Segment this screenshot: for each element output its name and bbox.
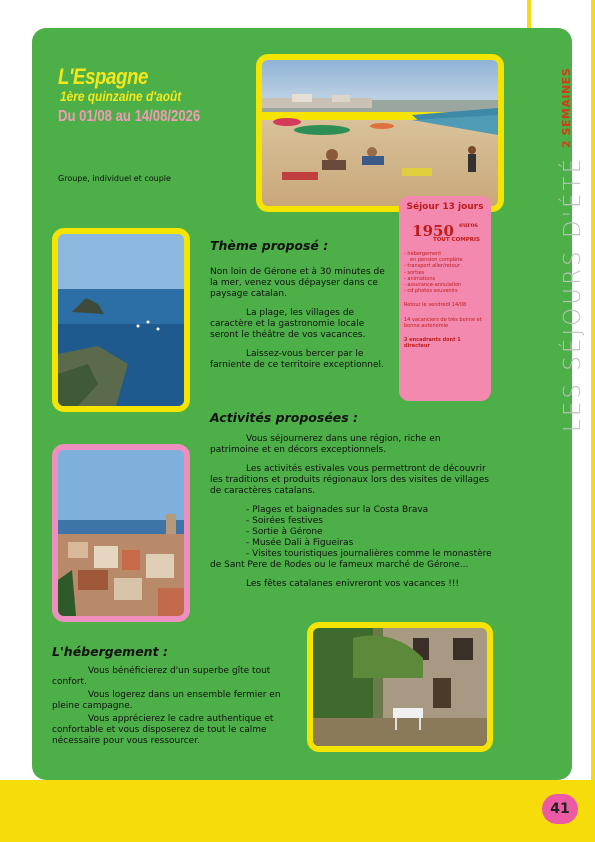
- price-item: - cd photos souvenirs: [404, 288, 458, 295]
- lodging-text: [52, 666, 292, 755]
- bottom-yellow-band: [0, 780, 595, 842]
- price-amount: 1950 $^{euros}$: [412, 222, 478, 240]
- price-item: - hébergement: [404, 251, 442, 257]
- lodging-paragraph: Vous apprécierez le cadre authentique et confortable et vous disposerez de tout le calme nécessaire pour vous ressourcer.: [52, 714, 274, 746]
- page-number: 41: [542, 794, 578, 824]
- activities-heading: Activités proposées :: [210, 410, 359, 425]
- activity-item: - Plages et baignades sur la Costa Brava: [246, 505, 429, 515]
- price-item: - transport aller/retour: [404, 263, 461, 270]
- stay-dates: Du 01/08 au 14/08/2026: [58, 108, 201, 125]
- theme-text: [210, 267, 390, 379]
- price-currency: euros: [459, 222, 478, 229]
- activity-item: - Musée Dali à Figueiras: [246, 538, 354, 548]
- theme-heading: Thème proposé :: [210, 238, 329, 253]
- period-subtitle: 1ère quinzaine d'août: [60, 88, 182, 104]
- farmhouse-photo: [307, 622, 493, 752]
- activities-text: [210, 434, 492, 598]
- lodging-paragraph: Vous bénéficierez d'un superbe gîte tout confort.: [52, 666, 271, 687]
- activities-closing: Les fêtes catalanes enivreront vos vacances !!!: [246, 579, 460, 589]
- price-item: - sorties: [404, 269, 425, 276]
- price-box: [399, 196, 491, 401]
- price-included-list: [404, 251, 486, 294]
- destination-title: L'Espagne: [58, 64, 148, 89]
- return-date-note: Retour le vendredi 14/08: [404, 302, 467, 309]
- activity-item: - Sortie à Gérone: [246, 527, 323, 537]
- vertical-section-subtitle: 2 SEMAINES: [560, 67, 573, 148]
- activities-intro: Vous séjournerez dans une région, riche en patrimoine et en décors exceptionnels.: [210, 434, 441, 455]
- audience-note: 14 vacanciers de très bonne et bonne autonomie: [404, 316, 482, 329]
- theme-paragraph: La plage, les villages de caractère et la gastronomie locale seront le théâtre de vos vacances.: [210, 308, 366, 340]
- staff-note: 2 encadrants dont 1 directeur: [404, 337, 461, 350]
- price-item: - animations: [404, 275, 436, 282]
- activity-item: - Visites touristiques journalières comme le monastère de Sant Pere de Rodes ou le fameux marché de Gérone...: [210, 549, 492, 570]
- price-item: en pension complète: [410, 257, 463, 264]
- vertical-section-title: LES SÉJOURS D'ÉTÉ: [560, 155, 586, 432]
- price-all-included: TOUT COMPRIS: [432, 237, 480, 243]
- lodging-paragraph: Vous logerez dans un ensemble fermier en pleine campagne.: [52, 690, 281, 711]
- town-photo: [52, 444, 190, 622]
- lodging-heading: L'hébergement :: [52, 644, 168, 659]
- activity-item: - Soirées festives: [246, 516, 323, 526]
- price-duration: Séjour 13 jours: [406, 202, 484, 212]
- theme-paragraph: Non loin de Gérone et à 30 minutes de la mer, venez vous dépayser dans ce paysage catalan.: [210, 267, 385, 299]
- theme-paragraph: Laissez-vous bercer par le farniente de ce territoire exceptionnel.: [210, 349, 384, 370]
- title-block: [58, 64, 231, 126]
- beach-photo: [256, 54, 504, 212]
- activities-paragraph: Les activités estivales vous permettront de découvrir les traditions et produits régionaux lors des visites de villages de caractères catalans.: [210, 464, 489, 496]
- activities-list: [210, 505, 492, 571]
- coast-photo: [52, 228, 190, 412]
- group-type: Groupe, individuel et couple: [58, 174, 171, 183]
- price-item: - assurance-annulation: [404, 282, 462, 289]
